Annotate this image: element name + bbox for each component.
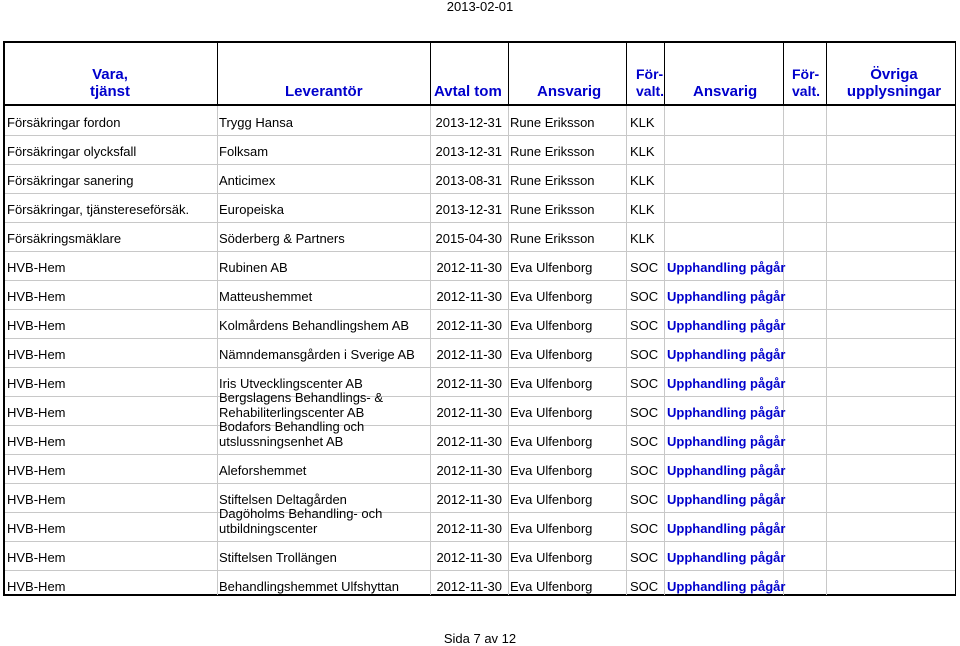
cell-ovriga: Upphandling pågår	[667, 492, 786, 507]
header-avtal-tom: Avtal tom	[434, 83, 502, 100]
cell-lev1: Dagöholms Behandling- och	[219, 506, 383, 521]
cell-avtal: 2012-11-30	[436, 318, 502, 333]
cell-vara: Försäkringar sanering	[7, 173, 134, 188]
cell-ansvarig: Rune Eriksson	[510, 173, 595, 188]
cell-ansvarig: Eva Ulfenborg	[510, 318, 593, 333]
cell-vara: Försäkringar olycksfall	[7, 144, 137, 159]
page-footer: Sida 7 av 12	[443, 631, 517, 646]
cell-avtal: 2012-11-30	[436, 550, 502, 565]
cell-ansvarig: Eva Ulfenborg	[510, 405, 593, 420]
cell-avtal: 2013-12-31	[435, 202, 502, 217]
cell-ovriga: Upphandling pågår	[667, 376, 786, 391]
cell-avtal: 2012-11-30	[436, 289, 502, 304]
grid-hline	[5, 454, 955, 455]
cell-ansvarig: Eva Ulfenborg	[510, 492, 593, 507]
grid-vline	[626, 106, 627, 595]
cell-vara: HVB-Hem	[7, 318, 66, 333]
cell-avtal: 2012-11-30	[436, 376, 502, 391]
cell-avtal: 2012-11-30	[436, 347, 502, 362]
header-vara-line1: Vara,	[92, 66, 128, 83]
grid-hline	[5, 396, 955, 397]
cell-forvalt: KLK	[630, 144, 655, 159]
cell-vara: HVB-Hem	[7, 347, 66, 362]
cell-vara: HVB-Hem	[7, 289, 66, 304]
grid-hline	[5, 541, 955, 542]
cell-ovriga: Upphandling pågår	[667, 405, 786, 420]
cell-avtal: 2012-11-30	[436, 521, 502, 536]
cell-forvalt: SOC	[630, 347, 659, 362]
header-ovriga	[836, 66, 952, 100]
cell-forvalt: SOC	[630, 492, 659, 507]
header-forvalt-1-line1: För-	[636, 66, 664, 82]
grid-vline	[217, 106, 218, 595]
cell-lev2: Europeiska	[219, 202, 285, 217]
grid-vline	[664, 106, 665, 595]
cell-vara: HVB-Hem	[7, 260, 66, 275]
cell-lev2: Stiftelsen Trollängen	[219, 550, 337, 565]
header-vara	[75, 66, 145, 100]
header-col-sep	[783, 41, 784, 104]
cell-lev1: Bergslagens Behandlings- &	[219, 390, 384, 405]
cell-forvalt: KLK	[630, 231, 655, 246]
cell-lev2: Behandlingshemmet Ulfshyttan	[219, 579, 399, 594]
cell-lev2: Aleforshemmet	[219, 463, 307, 478]
cell-avtal: 2012-11-30	[436, 492, 502, 507]
cell-lev1: Bodafors Behandling och	[219, 419, 365, 434]
cell-ansvarig: Eva Ulfenborg	[510, 434, 593, 449]
cell-vara: HVB-Hem	[7, 521, 66, 536]
cell-vara: HVB-Hem	[7, 376, 66, 391]
cell-forvalt: SOC	[630, 521, 659, 536]
grid-hline	[5, 164, 955, 165]
cell-avtal: 2015-04-30	[435, 231, 502, 246]
grid-hline	[5, 367, 955, 368]
cell-avtal: 2012-11-30	[436, 463, 502, 478]
cell-vara: HVB-Hem	[7, 463, 66, 478]
cell-vara: Försäkringsmäklare	[7, 231, 122, 246]
grid-hline	[5, 222, 955, 223]
page-date: 2013-02-01	[446, 0, 514, 14]
cell-forvalt: SOC	[630, 260, 659, 275]
cell-forvalt: SOC	[630, 405, 659, 420]
cell-forvalt: SOC	[630, 434, 659, 449]
cell-vara: HVB-Hem	[7, 579, 66, 594]
cell-lev2: Rubinen AB	[219, 260, 288, 275]
cell-lev2: Rehabiliterlingscenter AB	[219, 405, 365, 420]
cell-forvalt: SOC	[630, 376, 659, 391]
cell-forvalt: SOC	[630, 289, 659, 304]
cell-ovriga: Upphandling pågår	[667, 347, 786, 362]
cell-ansvarig: Rune Eriksson	[510, 144, 595, 159]
cell-ovriga: Upphandling pågår	[667, 260, 786, 275]
header-ovriga-line1: Övriga	[870, 66, 918, 83]
header-col-sep	[826, 41, 827, 104]
cell-lev2: Matteushemmet	[219, 289, 313, 304]
cell-ovriga: Upphandling pågår	[667, 521, 786, 536]
cell-forvalt: KLK	[630, 173, 655, 188]
cell-lev2: Trygg Hansa	[219, 115, 293, 130]
cell-forvalt: KLK	[630, 202, 655, 217]
cell-forvalt: SOC	[630, 550, 659, 565]
header-col-sep	[430, 41, 431, 104]
header-forvalt-2-line1: För-	[792, 66, 820, 82]
header-forvalt-1-line2: valt.	[636, 83, 665, 99]
header-ovriga-line2: upplysningar	[846, 83, 942, 100]
cell-forvalt: SOC	[630, 579, 659, 594]
grid-vline	[826, 106, 827, 595]
cell-ansvarig: Rune Eriksson	[510, 231, 595, 246]
cell-ansvarig: Eva Ulfenborg	[510, 260, 593, 275]
cell-vara: Försäkringar, tjänstereseförsäk.	[7, 202, 190, 217]
grid-hline	[5, 570, 955, 571]
cell-lev2: utslussningsenhet AB	[219, 434, 344, 449]
cell-lev2: Söderberg & Partners	[219, 231, 345, 246]
cell-ansvarig: Eva Ulfenborg	[510, 579, 593, 594]
cell-avtal: 2013-12-31	[435, 144, 502, 159]
cell-vara: Försäkringar fordon	[7, 115, 121, 130]
header-col-sep	[626, 41, 627, 104]
cell-ansvarig: Rune Eriksson	[510, 115, 595, 130]
cell-lev2: Anticimex	[219, 173, 276, 188]
cell-ansvarig: Eva Ulfenborg	[510, 550, 593, 565]
cell-lev2: Nämndemansgården i Sverige AB	[219, 347, 415, 362]
cell-avtal: 2012-11-30	[436, 434, 502, 449]
grid-hline	[5, 512, 955, 513]
cell-ovriga: Upphandling pågår	[667, 289, 786, 304]
grid-hline	[5, 309, 955, 310]
header-col-sep	[664, 41, 665, 104]
cell-vara: HVB-Hem	[7, 550, 66, 565]
cell-lev2: utbildningscenter	[219, 521, 318, 536]
header-forvalt-2-line2: valt.	[792, 83, 821, 99]
cell-ansvarig: Rune Eriksson	[510, 202, 595, 217]
cell-ansvarig: Eva Ulfenborg	[510, 376, 593, 391]
grid-hline	[5, 483, 955, 484]
cell-avtal: 2013-08-31	[435, 173, 502, 188]
cell-forvalt: SOC	[630, 463, 659, 478]
cell-ansvarig: Eva Ulfenborg	[510, 463, 593, 478]
header-forvalt-2	[792, 66, 820, 100]
header-leverantor: Leverantör	[285, 83, 363, 100]
header-ansvarig-1: Ansvarig	[537, 83, 602, 100]
cell-lev2: Folksam	[219, 144, 269, 159]
cell-lev2: Iris Utvecklingscenter AB	[219, 376, 363, 391]
cell-avtal: 2012-11-30	[436, 579, 502, 594]
cell-forvalt: SOC	[630, 318, 659, 333]
cell-ovriga: Upphandling pågår	[667, 318, 786, 333]
grid-hline	[5, 193, 955, 194]
cell-vara: HVB-Hem	[7, 492, 66, 507]
cell-lev2: Kolmårdens Behandlingshem AB	[219, 318, 410, 333]
cell-ansvarig: Eva Ulfenborg	[510, 289, 593, 304]
cell-ovriga: Upphandling pågår	[667, 579, 786, 594]
grid-hline	[5, 251, 955, 252]
grid-hline	[5, 425, 955, 426]
cell-ansvarig: Eva Ulfenborg	[510, 347, 593, 362]
header-divider	[3, 104, 956, 106]
header-ansvarig-2: Ansvarig	[693, 83, 758, 100]
grid-hline	[5, 280, 955, 281]
cell-ansvarig: Eva Ulfenborg	[510, 521, 593, 536]
header-col-sep	[217, 41, 218, 104]
cell-ovriga: Upphandling pågår	[667, 434, 786, 449]
grid-hline	[5, 135, 955, 136]
header-forvalt-1	[636, 66, 664, 100]
cell-lev2: Stiftelsen Deltagården	[219, 492, 347, 507]
cell-avtal: 2013-12-31	[435, 115, 502, 130]
grid-vline	[508, 106, 509, 595]
cell-ovriga: Upphandling pågår	[667, 463, 786, 478]
cell-avtal: 2012-11-30	[436, 260, 502, 275]
grid-hline	[5, 338, 955, 339]
header-col-sep	[508, 41, 509, 104]
cell-vara: HVB-Hem	[7, 434, 66, 449]
cell-ovriga: Upphandling pågår	[667, 550, 786, 565]
cell-vara: HVB-Hem	[7, 405, 66, 420]
cell-forvalt: KLK	[630, 115, 655, 130]
cell-avtal: 2012-11-30	[436, 405, 502, 420]
header-vara-line2: tjänst	[89, 83, 130, 100]
